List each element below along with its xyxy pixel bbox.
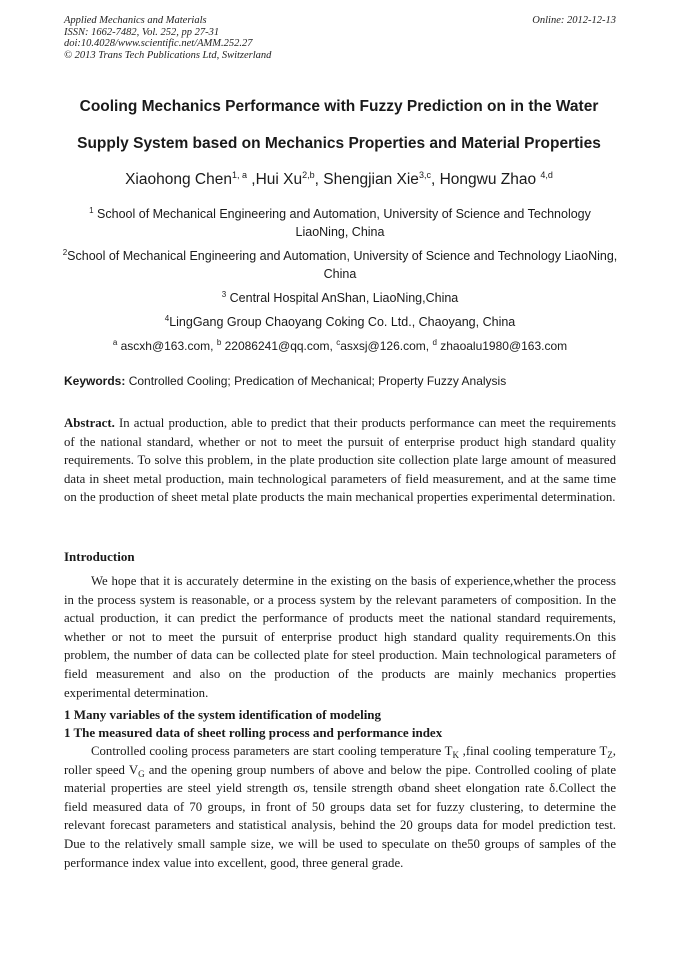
affiliation-3 [62,286,618,307]
author-name: Xiaohong Chen [125,171,232,189]
issn-line: ISSN: 1662-7482, Vol. 252, pp 27-31 [64,26,220,38]
doi-line: doi:10.4028/www.scientific.net/AMM.252.27 [64,38,253,49]
email-text: asxsj@126.com, [340,339,433,353]
email-text: ascxh@163.com, [117,339,217,353]
section-1-text: Controlled cooling process parameters are start cooling temperature T [91,744,453,758]
author-sup: 4,d [540,170,553,180]
author-sup: 3,c [418,170,431,180]
author-sep: , [430,171,440,189]
author-sep: , [314,171,324,189]
affiliation-1 [62,202,618,241]
section-1-subheading: 1 The measured data of sheet rolling process and performance index [64,725,443,740]
online-date: Online: 2012-12-13 [532,15,616,26]
author-sup: 1, a [231,170,247,180]
introduction-paragraph: We hope that it is accurately determine in the existing on the basis of experience,whether the process in the process system is reasonable, or a process system by the relevant parameters of composition. In the actual production, it can predict the performance of products meet the national standard requirements, whether or not to meet the pursuit of enterprise product high standard quality requirements.On this problem, the number of data can be collected plate for steel production. Main technological parameters of field measurement and also on the production of the products are mainly mechanics properties experimental determination. [64,574,616,700]
section-1-text: ,final cooling temperature T [459,744,608,758]
abstract-text: In actual production, able to predict that their products performance can meet the requirements of the national standard, whether or not to meet the pursuit of enterprise product high standard quality requirements. To solve this problem, in the plate production site collection plate large amount of measured data in sheet metal production, main technological parameters of field measurement, and at the same time on the production of sheet metal plate products the main mechanical properties experimental determination. [64,416,616,505]
subscript-z: Z [607,750,613,760]
subscript-g: G [138,768,145,779]
affiliation-2 [62,244,618,283]
abstract [64,414,616,507]
affiliation-4 [62,310,618,331]
email-list [62,334,618,355]
journal-name: Applied Mechanics and Materials [64,15,207,26]
email-text: zhaoalu1980@163.com [436,339,568,353]
author-list [40,163,638,192]
email-sup: d [432,338,437,347]
email-sup: c [336,338,341,347]
email-sup: b [216,338,222,347]
section-1-heading: 1 Many variables of the system identification of modeling [64,707,382,722]
paper-title [40,88,638,162]
section-1-paragraph [64,742,616,872]
journal-header [64,15,616,61]
keywords [64,372,616,390]
section-1-text: , roller speed V [64,744,616,777]
title-line-1: Cooling Mechanics Performance with Fuzzy Prediction on in the Water [79,98,599,115]
affiliation-text: Central Hospital AnShan, LiaoNing,China [226,291,459,306]
author-name: Hui Xu [255,171,303,189]
author-name: Shengjian Xie [323,171,419,189]
keywords-text: Controlled Cooling; Predication of Mechanical; Property Fuzzy Analysis [125,374,507,388]
affiliation-text: School of Mechanical Engineering and Automation, University of Science and Technology LiaoNing, China [93,207,591,240]
section-1-text: and the opening group numbers of above and below the pipe. Controlled cooling of plate material properties are steel yield strength σs, tensile strength σband sheet elongation rate δ.Collect the field measured data of 70 groups, in front of 50 groups data set for fuzzy clustering, to determine the relevant forecast parameters and statistical analysis, behind the 20 groups data for model prediction test. Due to the relatively small sample size, we will be used to speculate on the50 groups of samples of the performance index value into excellent, good, three general grade. [64,762,617,870]
affiliation-sup: 2 [62,248,68,257]
abstract-label: Abstract. [64,416,115,430]
author-name: Hongwu Zhao [439,171,541,189]
author-sup: 2,b [302,170,315,180]
affiliation-sup: 4 [164,314,170,323]
author-sep: , [246,171,256,189]
affiliation-text: School of Mechanical Engineering and Automation, University of Science and Technology LiaoNing, China [67,249,618,282]
introduction-heading: Introduction [64,549,135,564]
keywords-label: Keywords: [64,374,126,388]
email-sup: a [112,338,118,347]
subscript-k: K [452,750,459,760]
affiliation-sup: 1 [89,206,94,215]
affiliation-text: LingGang Group Chaoyang Coking Co. Ltd., Chaoyang, China [169,315,516,330]
copyright-line: © 2013 Trans Tech Publications Ltd, Switzerland [64,49,272,61]
title-line-2: Supply System based on Mechanics Properties and Material Properties [77,135,601,152]
affiliation-sup: 3 [221,290,227,299]
email-text: 22086241@qq.com, [221,339,337,353]
